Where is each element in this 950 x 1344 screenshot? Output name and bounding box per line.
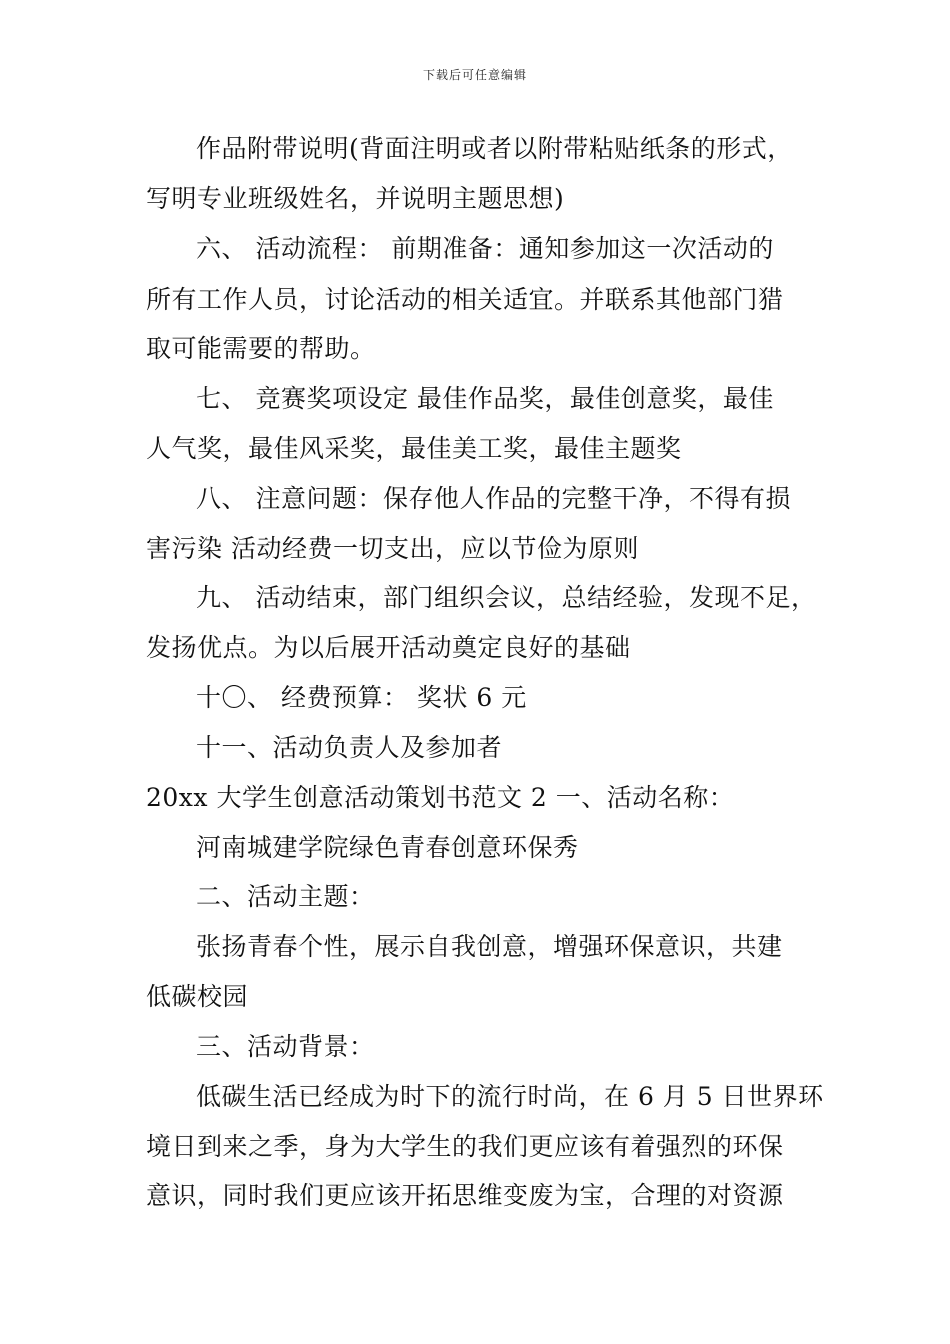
text-line: 十〇、 经费预算： 奖状 6 元 [196, 683, 527, 712]
text-line: 九、 活动结束，部门组织会议，总结经验，发现不足， [196, 583, 817, 612]
text-line: 取可能需要的帮助。 [146, 334, 376, 363]
text-line: 境日到来之季，身为大学生的我们更应该有着强烈的环保 [146, 1132, 784, 1161]
text-line: 人气奖，最佳风采奖，最佳美工奖，最佳主题奖 [146, 434, 682, 463]
text-line: 七、 竞赛奖项设定 最佳作品奖，最佳创意奖，最佳 [196, 384, 774, 413]
text-line: 张扬青春个性，展示自我创意，增强环保意识，共建 [196, 932, 783, 961]
text-line: 20xx 大学生创意活动策划书范文 2 一、活动名称： [146, 783, 735, 812]
text-line: 六、 活动流程： 前期准备：通知参加这一次活动的 [196, 234, 774, 263]
text-line: 十一、活动负责人及参加者 [196, 733, 503, 762]
text-line: 写明专业班级姓名，并说明主题思想) [146, 184, 565, 213]
text-line: 发扬优点。为以后展开活动奠定良好的基础 [146, 633, 631, 662]
header-note: 下载后可任意编辑 [422, 68, 527, 82]
text-line: 意识，同时我们更应该开拓思维变废为宝，合理的对资源 [146, 1181, 784, 1210]
text-line: 八、 注意问题：保存他人作品的完整干净，不得有损 [196, 484, 791, 513]
text-line: 二、活动主题： [196, 882, 375, 911]
text-line: 所有工作人员，讨论活动的相关适宜。并联系其他部门猎 [146, 285, 784, 314]
text-line: 三、活动背景： [196, 1032, 375, 1061]
text-line: 河南城建学院绿色青春创意环保秀 [196, 833, 579, 862]
text-line: 作品附带说明(背面注明或者以附带粘贴纸条的形式， [196, 134, 793, 163]
text-line: 低碳生活已经成为时下的流行时尚，在 6 月 5 日世界环 [196, 1082, 824, 1111]
text-line: 害污染 活动经费一切支出，应以节俭为原则 [146, 534, 639, 563]
text-line: 低碳校园 [146, 982, 249, 1011]
